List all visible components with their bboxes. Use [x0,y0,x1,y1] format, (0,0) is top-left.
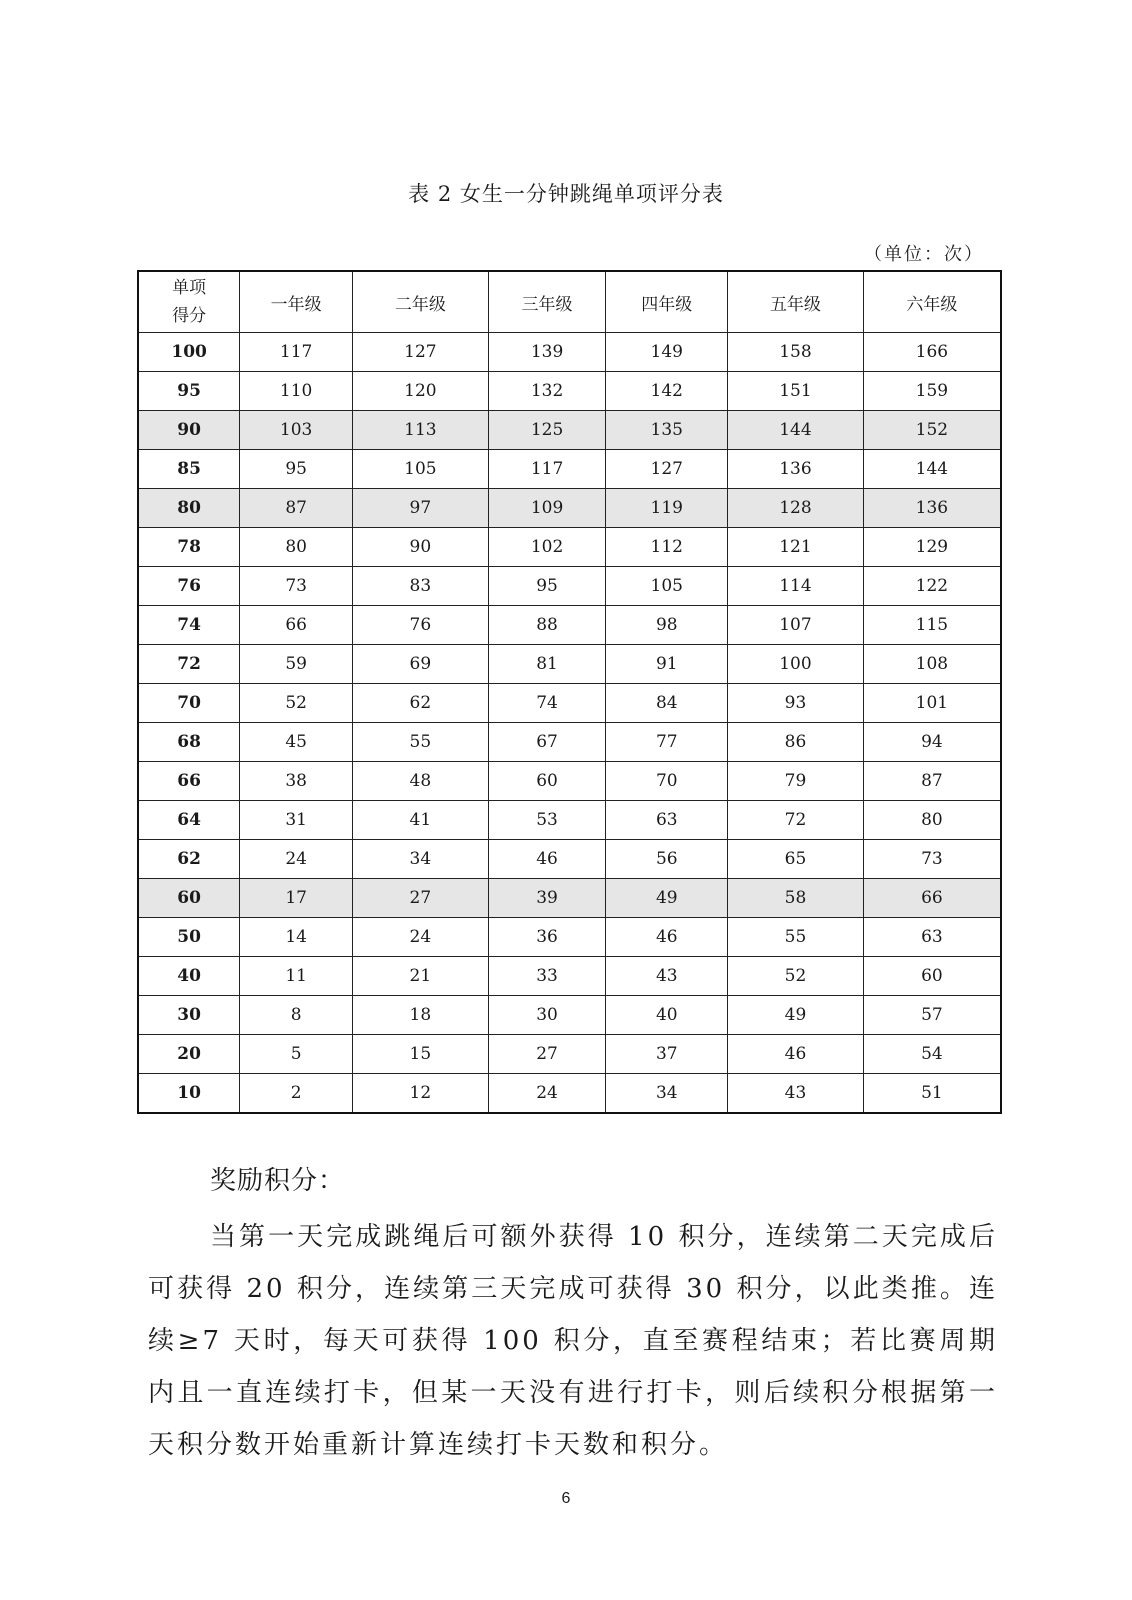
count-cell: 17 [240,879,353,918]
table-row [138,1035,1001,1074]
count-cell: 27 [488,1035,606,1074]
count-cell: 49 [606,879,728,918]
count-cell: 49 [728,996,864,1035]
count-cell: 127 [353,333,489,372]
count-cell: 105 [353,450,489,489]
count-cell: 108 [863,645,1001,684]
count-cell: 112 [606,528,728,567]
table-title: 表 2 女生一分钟跳绳单项评分表 [408,182,724,206]
count-cell: 95 [488,567,606,606]
count-cell: 77 [606,723,728,762]
count-cell: 120 [353,372,489,411]
count-cell: 95 [240,450,353,489]
count-cell: 24 [488,1074,606,1114]
score-cell: 60 [138,879,240,918]
page-number: 6 [561,1490,571,1507]
count-cell: 101 [863,684,1001,723]
count-cell: 102 [488,528,606,567]
count-cell: 12 [353,1074,489,1114]
score-cell: 90 [138,411,240,450]
count-cell: 69 [353,645,489,684]
count-cell: 73 [863,840,1001,879]
count-cell: 80 [863,801,1001,840]
table-row [138,762,1001,801]
table-row [138,879,1001,918]
header-grade-3: 三年级 [488,271,606,333]
count-cell: 90 [353,528,489,567]
count-cell: 59 [240,645,353,684]
score-cell: 80 [138,489,240,528]
count-cell: 52 [728,957,864,996]
count-cell: 91 [606,645,728,684]
count-cell: 136 [728,450,864,489]
count-cell: 97 [353,489,489,528]
count-cell: 122 [863,567,1001,606]
count-cell: 72 [728,801,864,840]
score-cell: 100 [138,333,240,372]
table-row [138,567,1001,606]
count-cell: 65 [728,840,864,879]
count-cell: 114 [728,567,864,606]
score-cell: 74 [138,606,240,645]
score-cell: 66 [138,762,240,801]
count-cell: 5 [240,1035,353,1074]
table-row [138,840,1001,879]
score-cell: 68 [138,723,240,762]
unit-note: （单位：次） [864,244,984,265]
count-cell: 151 [728,372,864,411]
count-cell: 56 [606,840,728,879]
count-cell: 83 [353,567,489,606]
count-cell: 8 [240,996,353,1035]
count-cell: 149 [606,333,728,372]
score-cell: 50 [138,918,240,957]
count-cell: 53 [488,801,606,840]
score-cell: 78 [138,528,240,567]
count-cell: 87 [863,762,1001,801]
count-cell: 40 [606,996,728,1035]
header-score: 单项 得分 [138,271,240,333]
count-cell: 135 [606,411,728,450]
count-cell: 34 [606,1074,728,1114]
table-row [138,684,1001,723]
header-grade-6: 六年级 [863,271,1001,333]
count-cell: 109 [488,489,606,528]
count-cell: 14 [240,918,353,957]
count-cell: 105 [606,567,728,606]
reward-section [148,1160,998,1471]
count-cell: 79 [728,762,864,801]
score-cell: 70 [138,684,240,723]
count-cell: 21 [353,957,489,996]
count-cell: 31 [240,801,353,840]
table-row [138,1074,1001,1114]
table-header-row [138,271,1001,333]
count-cell: 15 [353,1035,489,1074]
table-row [138,333,1001,372]
table-row [138,957,1001,996]
reward-heading: 奖励积分： [210,1166,346,1196]
count-cell: 88 [488,606,606,645]
score-cell: 40 [138,957,240,996]
score-cell: 64 [138,801,240,840]
score-cell: 20 [138,1035,240,1074]
count-cell: 119 [606,489,728,528]
count-cell: 73 [240,567,353,606]
count-cell: 46 [728,1035,864,1074]
count-cell: 70 [606,762,728,801]
count-cell: 94 [863,723,1001,762]
count-cell: 117 [488,450,606,489]
header-grade-5: 五年级 [728,271,864,333]
count-cell: 39 [488,879,606,918]
table-row [138,411,1001,450]
count-cell: 74 [488,684,606,723]
count-cell: 136 [863,489,1001,528]
count-cell: 36 [488,918,606,957]
count-cell: 93 [728,684,864,723]
count-cell: 117 [240,333,353,372]
count-cell: 24 [353,918,489,957]
table-row [138,801,1001,840]
table-row [138,645,1001,684]
score-cell: 95 [138,372,240,411]
header-grade-4: 四年级 [606,271,728,333]
count-cell: 63 [606,801,728,840]
count-cell: 34 [353,840,489,879]
count-cell: 60 [863,957,1001,996]
count-cell: 110 [240,372,353,411]
count-cell: 103 [240,411,353,450]
count-cell: 11 [240,957,353,996]
count-cell: 81 [488,645,606,684]
count-cell: 115 [863,606,1001,645]
count-cell: 142 [606,372,728,411]
score-cell: 72 [138,645,240,684]
table-row [138,450,1001,489]
count-cell: 46 [606,918,728,957]
score-cell: 10 [138,1074,240,1114]
count-cell: 84 [606,684,728,723]
reward-body: 当第一天完成跳绳后可额外获得 10 积分，连续第二天完成后可获得 20 积分，连续第三天完成可获得 30 积分，以此类推。连续≥7 天时，每天可获得 100 积分，直至赛程结束；若比赛周期内且一直连续打卡，但某一天没有进行打卡，则后续积分根据第一天积分数开始重新计算连续打卡天数和积分。 [148,1222,998,1460]
count-cell: 38 [240,762,353,801]
count-cell: 129 [863,528,1001,567]
count-cell: 87 [240,489,353,528]
count-cell: 98 [606,606,728,645]
count-cell: 132 [488,372,606,411]
table-row [138,372,1001,411]
score-cell: 85 [138,450,240,489]
table-row [138,489,1001,528]
count-cell: 159 [863,372,1001,411]
count-cell: 127 [606,450,728,489]
count-cell: 67 [488,723,606,762]
count-cell: 144 [863,450,1001,489]
count-cell: 55 [353,723,489,762]
table-row [138,528,1001,567]
table-row [138,723,1001,762]
count-cell: 66 [863,879,1001,918]
count-cell: 43 [728,1074,864,1114]
count-cell: 60 [488,762,606,801]
count-cell: 57 [863,996,1001,1035]
score-cell: 62 [138,840,240,879]
count-cell: 41 [353,801,489,840]
score-table [137,270,1002,1114]
count-cell: 128 [728,489,864,528]
count-cell: 37 [606,1035,728,1074]
count-cell: 48 [353,762,489,801]
table-row [138,606,1001,645]
count-cell: 30 [488,996,606,1035]
count-cell: 121 [728,528,864,567]
count-cell: 24 [240,840,353,879]
count-cell: 166 [863,333,1001,372]
count-cell: 58 [728,879,864,918]
count-cell: 33 [488,957,606,996]
count-cell: 100 [728,645,864,684]
count-cell: 76 [353,606,489,645]
count-cell: 54 [863,1035,1001,1074]
count-cell: 63 [863,918,1001,957]
count-cell: 158 [728,333,864,372]
count-cell: 139 [488,333,606,372]
count-cell: 152 [863,411,1001,450]
count-cell: 80 [240,528,353,567]
count-cell: 86 [728,723,864,762]
count-cell: 107 [728,606,864,645]
count-cell: 52 [240,684,353,723]
count-cell: 18 [353,996,489,1035]
count-cell: 51 [863,1074,1001,1114]
count-cell: 113 [353,411,489,450]
score-cell: 76 [138,567,240,606]
count-cell: 144 [728,411,864,450]
count-cell: 43 [606,957,728,996]
count-cell: 55 [728,918,864,957]
count-cell: 2 [240,1074,353,1114]
table-row [138,996,1001,1035]
header-grade-2: 二年级 [353,271,489,333]
count-cell: 27 [353,879,489,918]
header-grade-1: 一年级 [240,271,353,333]
count-cell: 66 [240,606,353,645]
count-cell: 125 [488,411,606,450]
table-body [138,333,1001,1114]
score-cell: 30 [138,996,240,1035]
count-cell: 62 [353,684,489,723]
count-cell: 46 [488,840,606,879]
count-cell: 45 [240,723,353,762]
table-row [138,918,1001,957]
